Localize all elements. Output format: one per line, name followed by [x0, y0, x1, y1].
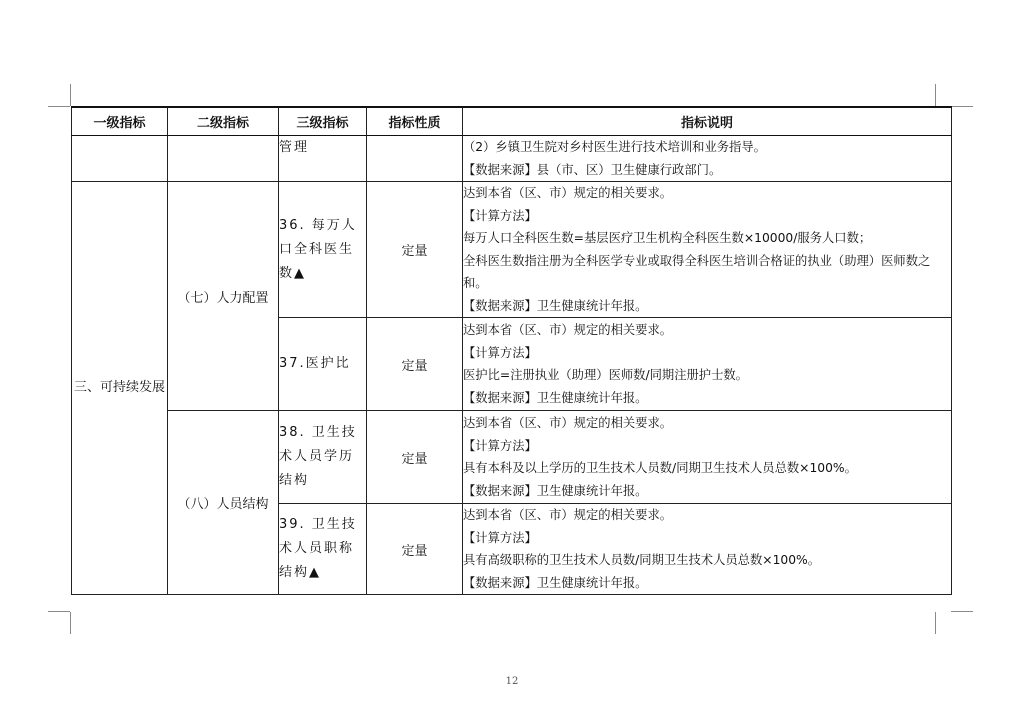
description-line: 达到本省（区、市）规定的相关要求。: [463, 323, 673, 337]
header-description: 指标说明: [463, 107, 952, 136]
table-header-row: [72, 107, 952, 136]
description-line: 【数据来源】县（市、区）卫生健康行政部门。: [463, 162, 722, 177]
crop-mark-bottom-left: [70, 612, 71, 634]
crop-mark-right-bottom: [951, 611, 973, 612]
description-line: 【数据来源】卫生健康统计年报。: [463, 483, 648, 498]
cell-nature-empty: [367, 136, 463, 182]
description-line: 【计算方法】: [463, 438, 537, 453]
level3-text: 管理: [279, 140, 310, 155]
description-line: 【计算方法】: [463, 208, 537, 223]
description-line: 具有本科及以上学历的卫生技术人员数/同期卫生技术人员总数×100%。: [463, 461, 857, 475]
level3-text: 38. 卫生技术人员学历结构: [279, 425, 357, 488]
cell-level3: [279, 182, 367, 318]
description-line: 医护比=注册执业（助理）医师数/同期注册护士数。: [463, 368, 748, 382]
cell-nature: [367, 318, 463, 411]
crop-mark-left-top: [48, 106, 70, 107]
level2-text: （七）人力配置: [177, 290, 269, 306]
level2-text: （八）人员结构: [177, 497, 269, 512]
nature-text: 定量: [401, 244, 428, 259]
cell-level3: [279, 504, 367, 595]
indicator-table: [71, 106, 952, 595]
table-row: [72, 411, 952, 504]
cell-level3: [279, 411, 367, 504]
header-level2: 二级指标: [168, 107, 279, 136]
description-line: 全科医生数指注册为全科医学专业或取得全科医生培训合格证的执业（助理）医师数之和。: [463, 253, 931, 290]
description-line: 【计算方法】: [463, 530, 537, 545]
description-line: 【数据来源】卫生健康统计年报。: [463, 390, 648, 405]
cell-level2: [168, 182, 279, 411]
cell-description: [463, 318, 952, 411]
level3-text: 36. 每万人口全科医生数▲: [279, 217, 357, 281]
cell-level1-empty: [72, 136, 168, 182]
description-line: 达到本省（区、市）规定的相关要求。: [463, 508, 673, 522]
description-line: 【计算方法】: [463, 345, 537, 360]
cell-description: [463, 182, 952, 318]
cell-level3: [279, 318, 367, 411]
crop-mark-bottom-right: [935, 612, 936, 634]
description-line: 【数据来源】卫生健康统计年报。: [463, 298, 648, 313]
crop-mark-right-top: [951, 106, 973, 107]
crop-mark-top-right: [935, 84, 936, 106]
cell-level3: [279, 136, 367, 182]
description-line: 【数据来源】卫生健康统计年报。: [463, 575, 648, 590]
header-level1: 一级指标: [72, 107, 168, 136]
table-row: [72, 182, 952, 318]
level3-text: 39. 卫生技术人员职称结构▲: [279, 517, 357, 580]
table-row: [72, 136, 952, 182]
level3-text: 37.医护比: [279, 356, 351, 371]
nature-text: 定量: [401, 543, 428, 559]
description-line: 达到本省（区、市）规定的相关要求。: [463, 416, 673, 430]
cell-description: [463, 411, 952, 504]
level1-text: 三、可持续发展: [73, 380, 165, 395]
header-nature: 指标性质: [367, 107, 463, 136]
cell-nature: [367, 182, 463, 318]
cell-nature: [367, 504, 463, 595]
page-number: 12: [505, 676, 519, 687]
cell-level2-empty: [168, 136, 279, 182]
cell-description: [463, 504, 952, 595]
cell-nature: [367, 411, 463, 504]
description-line: 具有高级职称的卫生技术人员数/同期卫生技术人员总数×100%。: [463, 553, 821, 567]
nature-text: 定量: [401, 358, 428, 374]
cell-level1: [72, 182, 168, 595]
header-level3: 三级指标: [279, 107, 367, 136]
description-line: 每万人口全科医生数=基层医疗卫生机构全科医生数×10000/服务人口数；: [463, 231, 872, 245]
cell-level2: [168, 411, 279, 595]
description-line: 达到本省（区、市）规定的相关要求。: [463, 186, 673, 200]
description-line: （2）乡镇卫生院对乡村医生进行技术培训和业务指导。: [463, 140, 766, 154]
crop-mark-top-left: [70, 84, 71, 106]
cell-description: [463, 136, 952, 182]
nature-text: 定量: [401, 451, 428, 467]
crop-mark-left-bottom: [48, 611, 70, 612]
